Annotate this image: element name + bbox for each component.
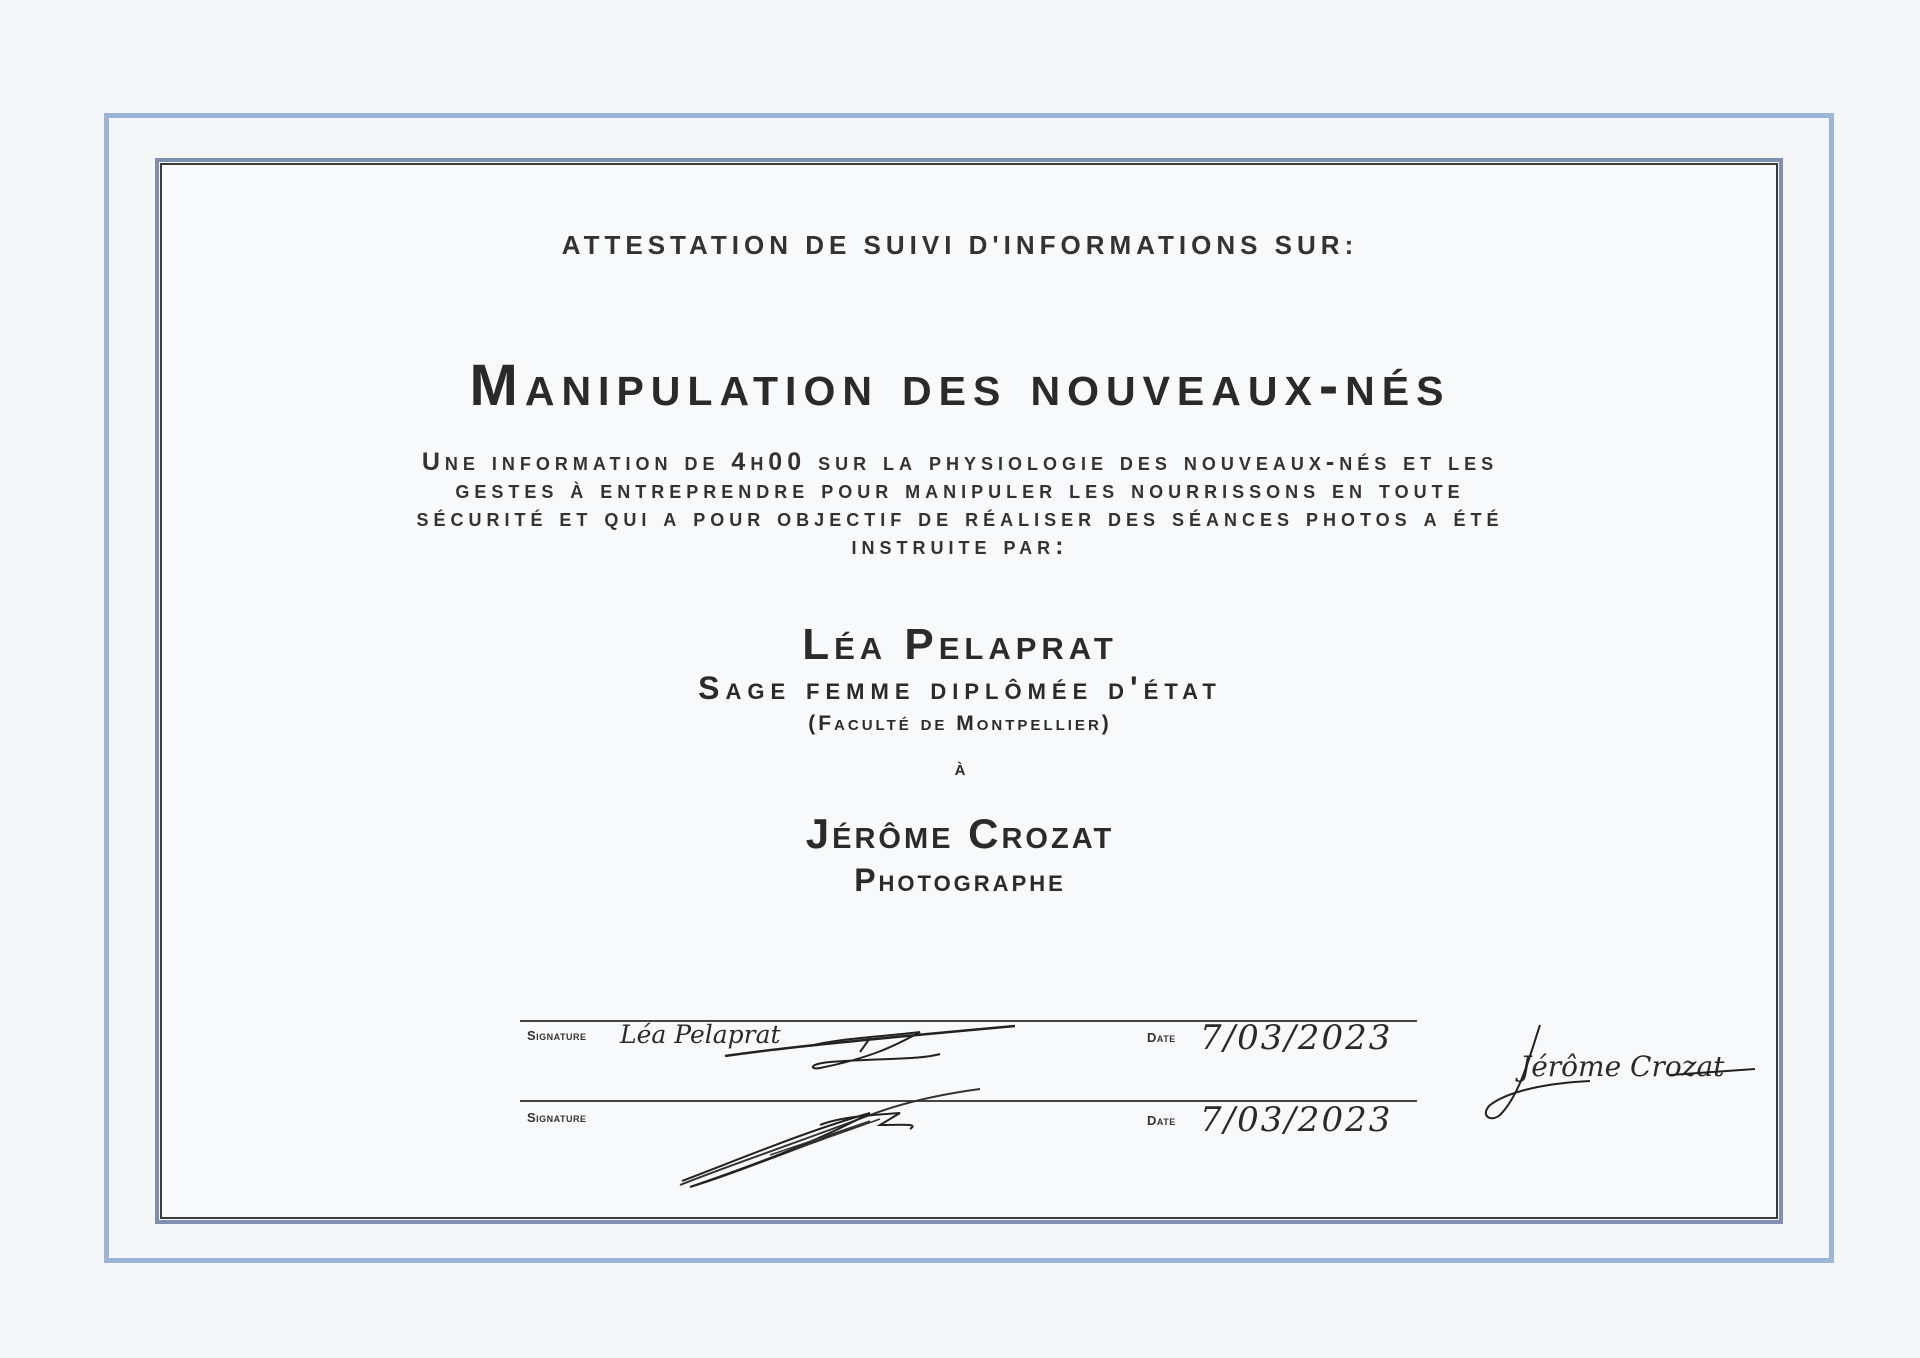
signature-handwritten-name: Léa Pelaprat <box>620 1020 781 1049</box>
instructor-role: Sage femme diplômée d'état <box>698 670 1222 706</box>
certificate-intro: ATTESTATION DE SUIVI D'INFORMATIONS SUR: <box>561 230 1359 260</box>
description-line: Une information de 4h00 sur la physiologie des nouveaux-nés et les <box>421 448 1499 476</box>
signature-scribble-2 <box>670 1085 990 1195</box>
instructor-name: Léa Pelaprat <box>802 620 1118 669</box>
date-label-1: Date <box>1147 1030 1176 1045</box>
recipient-name: Jérôme Crozat <box>805 810 1115 857</box>
signature-label-1: Signature <box>527 1028 587 1043</box>
signature-scribble-1 <box>720 1018 1020 1078</box>
certificate-title: Manipulation des nouveaux-nés <box>469 353 1451 418</box>
certificate-description <box>0 448 1920 560</box>
description-line: instruite par: <box>851 532 1069 560</box>
side-signature-flourish <box>1470 1015 1760 1125</box>
description-line: sécurité et qui a pour objectif de réaliser des séances photos a été <box>416 504 1504 532</box>
date-value-2: 7/03/2023 <box>1200 1100 1393 1140</box>
date-value-1: 7/03/2023 <box>1200 1018 1393 1058</box>
date-label-2: Date <box>1147 1113 1176 1128</box>
description-line: gestes à entreprendre pour manipuler les nourrissons en toute <box>455 476 1465 504</box>
signature-label-2: Signature <box>527 1110 587 1125</box>
side-signature: Jérôme Crozat <box>1520 1050 1725 1083</box>
connector-word: à <box>954 755 966 780</box>
instructor-faculty: (Faculté de Montpellier) <box>808 712 1112 735</box>
recipient-role: Photographe <box>854 862 1066 898</box>
